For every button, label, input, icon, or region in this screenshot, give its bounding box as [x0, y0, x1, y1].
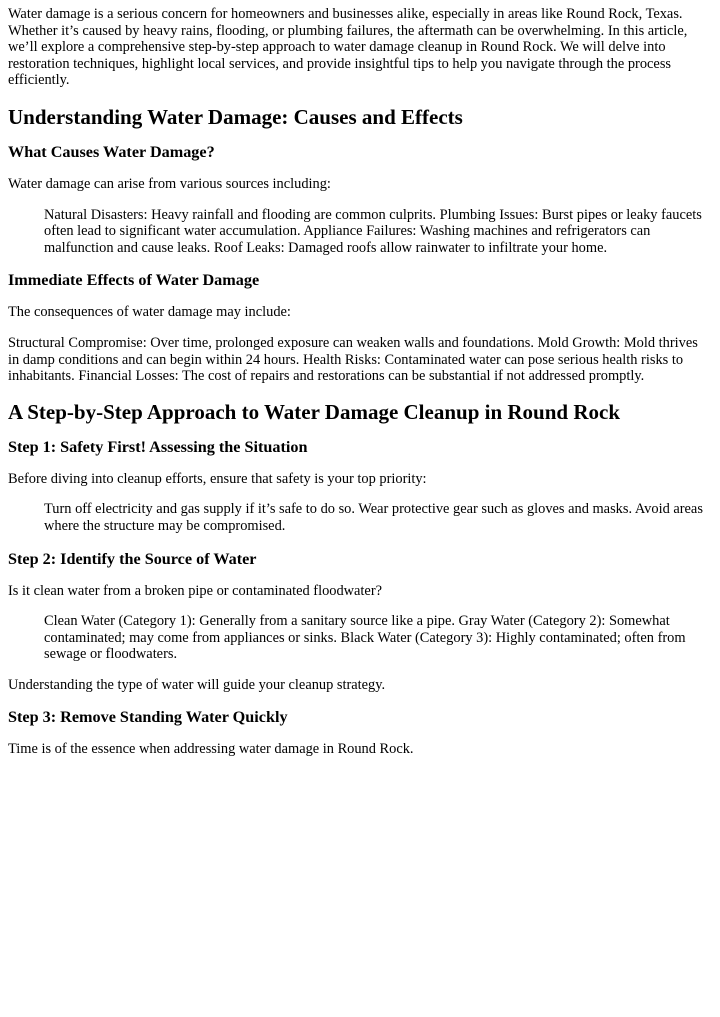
subheading-causes: What Causes Water Damage?	[8, 142, 215, 161]
step1-list: Turn off electricity and gas supply if it’s safe to do so. Wear protective gear such as gloves and masks. Avoid areas where the structure may be compromised.	[44, 501, 703, 534]
section-heading-step-by-step: A Step-by-Step Approach to Water Damage Cleanup in Round Rock	[8, 399, 621, 424]
step2-after: Understanding the type of water will guide your cleanup strategy.	[8, 676, 386, 693]
subheading-step2: Step 2: Identify the Source of Water	[8, 549, 257, 568]
subheading-step3: Step 3: Remove Standing Water Quickly	[8, 708, 288, 727]
intro-paragraph: Water damage is a serious concern for homeowners and businesses alike, especially in areas like Round Rock, Texas. Whether it’s caused by heavy rains, flooding, or plumbing failures, the aftermath can be overwhelming. In this article, we’ll explore a comprehensive step-by-step approach to water damage cleanup in Round Rock. We will delve into restoration techniques, highlight local services, and provide insightful tips to help you navigate through the process efficiently.	[8, 6, 688, 89]
subheading-effects: Immediate Effects of Water Damage	[8, 271, 260, 290]
step2-list: Clean Water (Category 1): Generally from a sanitary source like a pipe. Gray Water (Category 2): Somewhat contaminated; may come from appliances or sinks. Black Water (Category 3): Highly contaminated; often from sewage or floodwaters.	[44, 613, 686, 663]
effects-lead: The consequences of water damage may include:	[8, 304, 291, 321]
subheading-step1: Step 1: Safety First! Assessing the Situation	[8, 437, 308, 456]
step1-lead: Before diving into cleanup efforts, ensure that safety is your top priority:	[8, 470, 427, 487]
step3-lead: Time is of the essence when addressing water damage in Round Rock.	[8, 741, 414, 758]
section-heading-understanding: Understanding Water Damage: Causes and Effects	[8, 104, 463, 129]
step2-lead: Is it clean water from a broken pipe or contaminated floodwater?	[8, 582, 383, 599]
causes-lead: Water damage can arise from various sources including:	[8, 175, 331, 192]
effects-list: Structural Compromise: Over time, prolonged exposure can weaken walls and foundations. Mold Growth: Mold thrives in damp conditions and can begin within 24 hours. Health Risks: Contaminated water can pose serious health risks to inhabitants. Financial Losses: The cost of repairs and restorations can be substantial if not addressed promptly.	[8, 334, 698, 385]
causes-list: Natural Disasters: Heavy rainfall and flooding are common culprits. Plumbing Issues: Burst pipes or leaky faucets often lead to significant water accumulation. Appliance Failures: Washing machines and refrigerators can malfunction and cause leaks. Roof Leaks: Damaged roofs allow rainwater to infiltrate your home.	[44, 206, 702, 256]
